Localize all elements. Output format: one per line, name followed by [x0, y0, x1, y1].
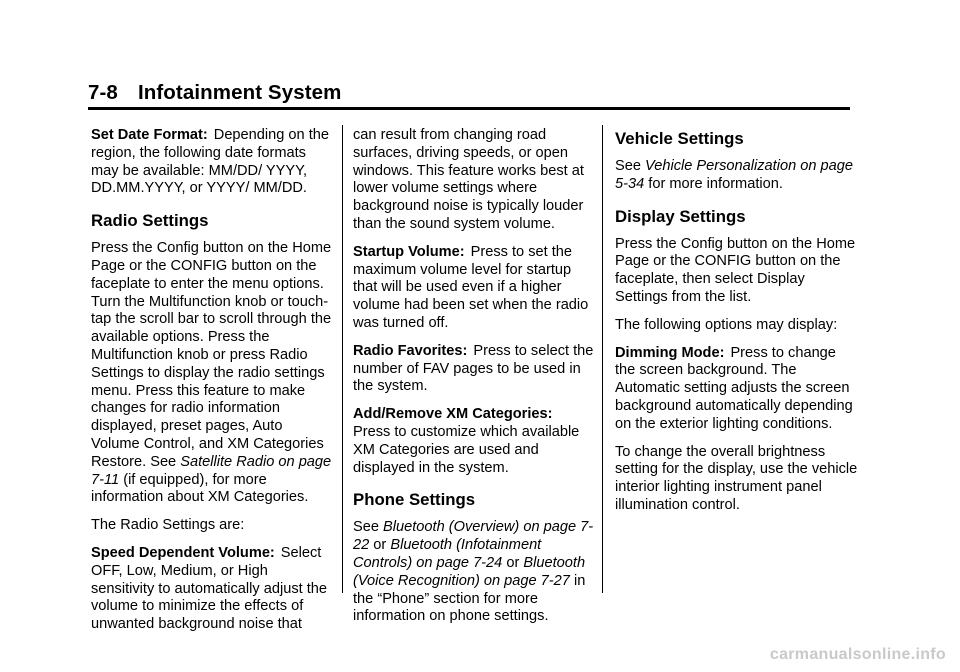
bluetooth-voice-reference: Bluetooth (Voice Recognition) on page 7-27	[353, 554, 586, 589]
startup-volume-paragraph	[353, 244, 597, 333]
display-settings-heading: Display Settings	[615, 206, 746, 226]
phone-settings-paragraph	[353, 519, 597, 626]
radio-settings-text-tail: (if equipped), for more information about XM Categories.	[91, 471, 309, 506]
display-settings-paragraph: Press the Config button on the Home Page or the CONFIG button on the faceplate, then select Display Settings from the list.	[615, 235, 856, 305]
page-number: 7-8	[88, 81, 118, 104]
page-header	[88, 80, 850, 106]
dimming-mode-paragraph	[615, 345, 859, 434]
column-2	[353, 127, 597, 636]
speed-dependent-volume-term: Speed Dependent Volume:	[91, 544, 275, 561]
phone-settings-heading: Phone Settings	[353, 490, 476, 510]
startup-volume-term: Startup Volume:	[353, 243, 465, 260]
dimming-mode-term: Dimming Mode:	[615, 344, 725, 361]
page-title	[88, 80, 850, 106]
speed-dependent-volume-paragraph	[91, 545, 335, 634]
dimming-mode-text: Press to change the screen background. The Automatic setting adjusts the screen background automatically depending on the exterior lighting conditions.	[615, 344, 853, 432]
vehicle-settings-tail: for more information.	[648, 175, 783, 192]
column-1	[91, 127, 335, 644]
bluetooth-overview-reference: Bluetooth (Overview) on page 7-22	[353, 519, 594, 554]
section-title: Infotainment System	[137, 81, 342, 104]
column-3	[615, 127, 859, 525]
column-divider-1	[342, 125, 343, 593]
set-date-format-paragraph	[91, 127, 335, 198]
radio-favorites-paragraph	[353, 343, 597, 396]
display-options-intro: The following options may display:	[615, 316, 838, 333]
set-date-format-text: Depending on the region, the following date formats may be available: MM/DD/ YYYY, DD.MM.YYYY, or YYYY/ MM/DD.	[91, 127, 330, 197]
set-date-format-term: Set Date Format:	[91, 127, 208, 143]
phone-settings-see: See	[353, 519, 379, 536]
phone-settings-or-2: or	[506, 554, 520, 571]
radio-settings-list-intro: The Radio Settings are:	[91, 517, 245, 534]
radio-settings-paragraph	[91, 240, 335, 507]
xm-categories-text: Press to customize which available XM Categories are used and displayed in the system.	[353, 423, 580, 476]
phone-settings-or-1: or	[373, 537, 387, 554]
vehicle-settings-heading: Vehicle Settings	[615, 129, 744, 148]
radio-favorites-text: Press to select the number of FAV pages to be used in the system.	[353, 342, 594, 395]
watermark: carmanualsonline.info	[769, 646, 946, 663]
brightness-paragraph: To change the overall brightness setting for the display, use the vehicle interior lighting instrument panel illumination control.	[615, 443, 858, 513]
speed-dependent-volume-continued: can result from changing road surfaces, driving speeds, or open windows. This feature works best at lower volume settings where background noise is typically louder than the sound system volume.	[353, 127, 584, 232]
vehicle-settings-paragraph	[615, 158, 859, 194]
header-rule	[88, 107, 850, 110]
xm-categories-term: Add/Remove XM Categories:	[353, 406, 553, 423]
startup-volume-text: Press to set the maximum volume level for startup that will be used even if a higher volume had been set when the radio was turned off.	[353, 243, 589, 331]
phone-settings-tail: in the “Phone” section for more information on phone settings.	[353, 572, 586, 625]
radio-favorites-term: Radio Favorites:	[353, 342, 468, 359]
satellite-radio-reference: Satellite Radio on page 7-11	[91, 453, 332, 488]
column-divider-2	[602, 125, 603, 593]
bluetooth-controls-reference: Bluetooth (Infotainment Controls) on page 7-24	[353, 537, 542, 571]
radio-settings-heading: Radio Settings	[91, 211, 209, 231]
vehicle-settings-see: See	[615, 158, 641, 174]
radio-settings-text: Press the Config button on the Home Page or the CONFIG button on the faceplate to enter the menu options. Turn the Multifunction knob or touch-tap the scroll bar to scroll through the available options. Press the Multifunction knob or press Radio Settings to display the radio settings menu. Press this feature to make changes for radio information displayed, preset pages, Auto Volume Control, and XM Categories Restore. See	[91, 240, 332, 470]
vehicle-personalization-reference: Vehicle Personalization on page 5-34	[615, 158, 853, 192]
xm-categories-paragraph	[353, 406, 597, 477]
speed-dependent-volume-text: Select OFF, Low, Medium, or High sensitivity to automatically adjust the volume to minimize the effects of unwanted background noise that	[91, 544, 328, 633]
